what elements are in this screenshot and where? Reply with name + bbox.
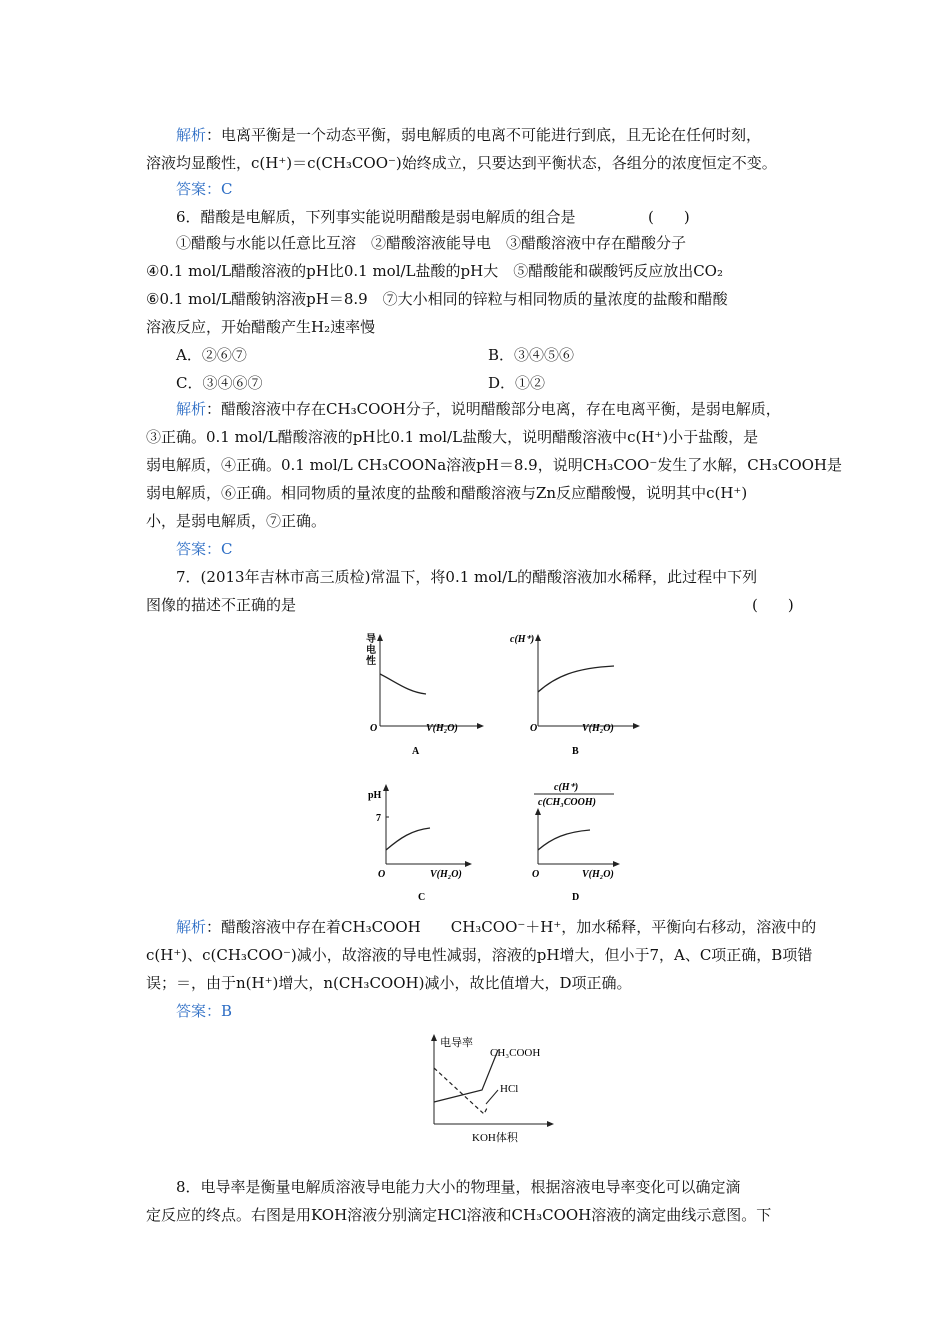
conductivity-ylabel: 电导率 — [440, 1037, 473, 1049]
question-6-statements-2: ④0.1 mol/L醋酸溶液的pH比0.1 mol/L盐酸的pH大 ⑤醋酸能和碳酸钙反应放出CO₂ — [146, 262, 723, 280]
explanation-6-line-3: 弱电解质，④正确。0.1 mol/L CH₃COONa溶液pH＝8.9，说明CH₃COO⁻发生了水解，CH₃COOH是 — [146, 456, 842, 474]
question-6-blank: ( ) — [648, 208, 690, 226]
option-b: B．③④⑤⑥ — [488, 346, 575, 364]
graph-d-x-arrow — [613, 861, 620, 867]
graph-c-origin: O — [378, 869, 386, 880]
graph-b-ylabel: c(H⁺) — [510, 634, 535, 645]
option-d: D．①② — [488, 374, 546, 392]
graph-a-caption: A — [412, 746, 420, 757]
graph-b-caption: B — [572, 746, 579, 757]
question-8-line-1: 8．电导率是衡量电解质溶液导电能力大小的物理量，根据溶液电导率变化可以确定滴 — [176, 1178, 741, 1196]
graph-a-x-arrow — [477, 723, 484, 729]
question-6-stem: 6．醋酸是电解质，下列事实能说明醋酸是弱电解质的组合是 — [176, 208, 576, 226]
explanation-label: 解析 — [176, 918, 207, 936]
graph-d-curve — [538, 830, 590, 850]
graph-a — [356, 628, 496, 758]
question-7-blank: ( ) — [752, 596, 794, 614]
graph-c-tick-label: 7 — [376, 813, 381, 824]
explanation-label: 解析 — [176, 126, 207, 144]
option-a: A．②⑥⑦ — [176, 346, 247, 364]
conductivity-xlabel: KOH体积 — [472, 1132, 518, 1144]
explanation-5-line-2: 溶液均显酸性，c(H⁺)＝c(CH₃COO⁻)始终成立，只要达到平衡状态，各组分的浓度恒定不变。 — [146, 154, 777, 172]
conductivity-y-arrow — [431, 1034, 437, 1041]
graph-c — [356, 778, 496, 908]
graph-d-xlabel: V(H₂O) — [582, 869, 614, 880]
graph-b — [506, 628, 646, 758]
graph-d-caption: D — [572, 892, 580, 903]
conductivity-x-arrow — [547, 1121, 554, 1127]
option-c: C．③④⑥⑦ — [176, 374, 263, 392]
graph-a-ylabel: 导电性 — [366, 634, 376, 667]
question-8-line-2: 定反应的终点。右图是用KOH溶液分别滴定HCl溶液和CH₃COOH溶液的滴定曲线示意图。下 — [146, 1206, 772, 1224]
graph-b-x-arrow — [633, 723, 640, 729]
explanation-7-line-1: 解析：醋酸溶液中存在着CH₃COOH CH₃COO⁻＋H⁺，加水稀释，平衡向右移动，溶液中的 — [176, 918, 817, 936]
graph-d-ylabel-den: c(CH₃COOH) — [538, 797, 596, 808]
graph-c-y-arrow — [383, 784, 389, 791]
hcl-leader — [486, 1090, 498, 1104]
ch3cooh-curve — [434, 1050, 498, 1102]
question-6-statements-3: ⑥0.1 mol/L醋酸钠溶液pH＝8.9 ⑦大小相同的锌粒与相同物质的量浓度的盐酸和醋酸 — [146, 290, 728, 308]
question-6-statements-1: ①醋酸与水能以任意比互溶 ②醋酸溶液能导电 ③醋酸溶液中存在醋酸分子 — [176, 234, 687, 252]
graph-d-y-arrow — [535, 808, 541, 815]
answer-5: 答案：C — [176, 180, 233, 198]
graph-b-xlabel: V(H₂O) — [582, 723, 614, 734]
graph-d — [506, 778, 646, 908]
graph-a-origin: O — [370, 723, 378, 734]
ch3cooh-label: CH₃COOH — [490, 1047, 541, 1059]
graph-a-xlabel: V(H₂O) — [426, 723, 458, 734]
explanation-7-line-3: 误；＝，由于n(H⁺)增大，n(CH₃COOH)减小，故比值增大，D项正确。 — [146, 974, 632, 992]
hcl-label: HCl — [500, 1083, 519, 1095]
graph-d-ylabel-num: c(H⁺) — [554, 782, 579, 793]
graph-a-y-arrow — [377, 634, 383, 641]
conductivity-graph — [420, 1030, 570, 1158]
explanation-7-line-2: c(H⁺)、c(CH₃COO⁻)减小，故溶液的导电性减弱，溶液的pH增大，但小于7，A、C项正确，B项错 — [146, 946, 813, 964]
graph-b-y-arrow — [535, 634, 541, 641]
explanation-5-line-1: 解析：电离平衡是一个动态平衡，弱电解质的电离不可能进行到底，且无论在任何时刻， — [176, 126, 762, 144]
explanation-6-line-2: ③正确。0.1 mol/L醋酸溶液的pH比0.1 mol/L盐酸大，说明醋酸溶液中c(H⁺)小于盐酸，是 — [146, 428, 759, 446]
answer-7: 答案：B — [176, 1002, 233, 1020]
graph-a-curve — [380, 674, 426, 694]
explanation-6-line-1: 解析：醋酸溶液中存在CH₃COOH分子，说明醋酸部分电离，存在电离平衡，是弱电解质， — [176, 400, 781, 418]
explanation-6-line-5: 小，是弱电解质，⑦正确。 — [146, 512, 327, 530]
answer-6: 答案：C — [176, 540, 233, 558]
graph-c-caption: C — [418, 892, 426, 903]
question-7-line-2: 图像的描述不正确的是 — [146, 596, 297, 614]
question-7-line-1: 7．(2013年吉林市高三质检)常温下，将0.1 mol/L的醋酸溶液加水稀释，此过程中下列 — [176, 568, 758, 586]
graph-b-curve — [538, 666, 614, 692]
graph-c-curve — [386, 828, 430, 850]
explanation-6-line-4: 弱电解质，⑥正确。相同物质的量浓度的盐酸和醋酸溶液与Zn反应醋酸慢，说明其中c(H⁺) — [146, 484, 748, 502]
graph-c-xlabel: V(H₂O) — [430, 869, 462, 880]
graph-b-origin: O — [530, 723, 538, 734]
graph-c-ylabel: pH — [368, 790, 382, 801]
explanation-label: 解析 — [176, 400, 207, 418]
question-6-statements-4: 溶液反应，开始醋酸产生H₂速率慢 — [146, 318, 376, 336]
graph-d-origin: O — [532, 869, 540, 880]
graph-c-x-arrow — [465, 861, 472, 867]
